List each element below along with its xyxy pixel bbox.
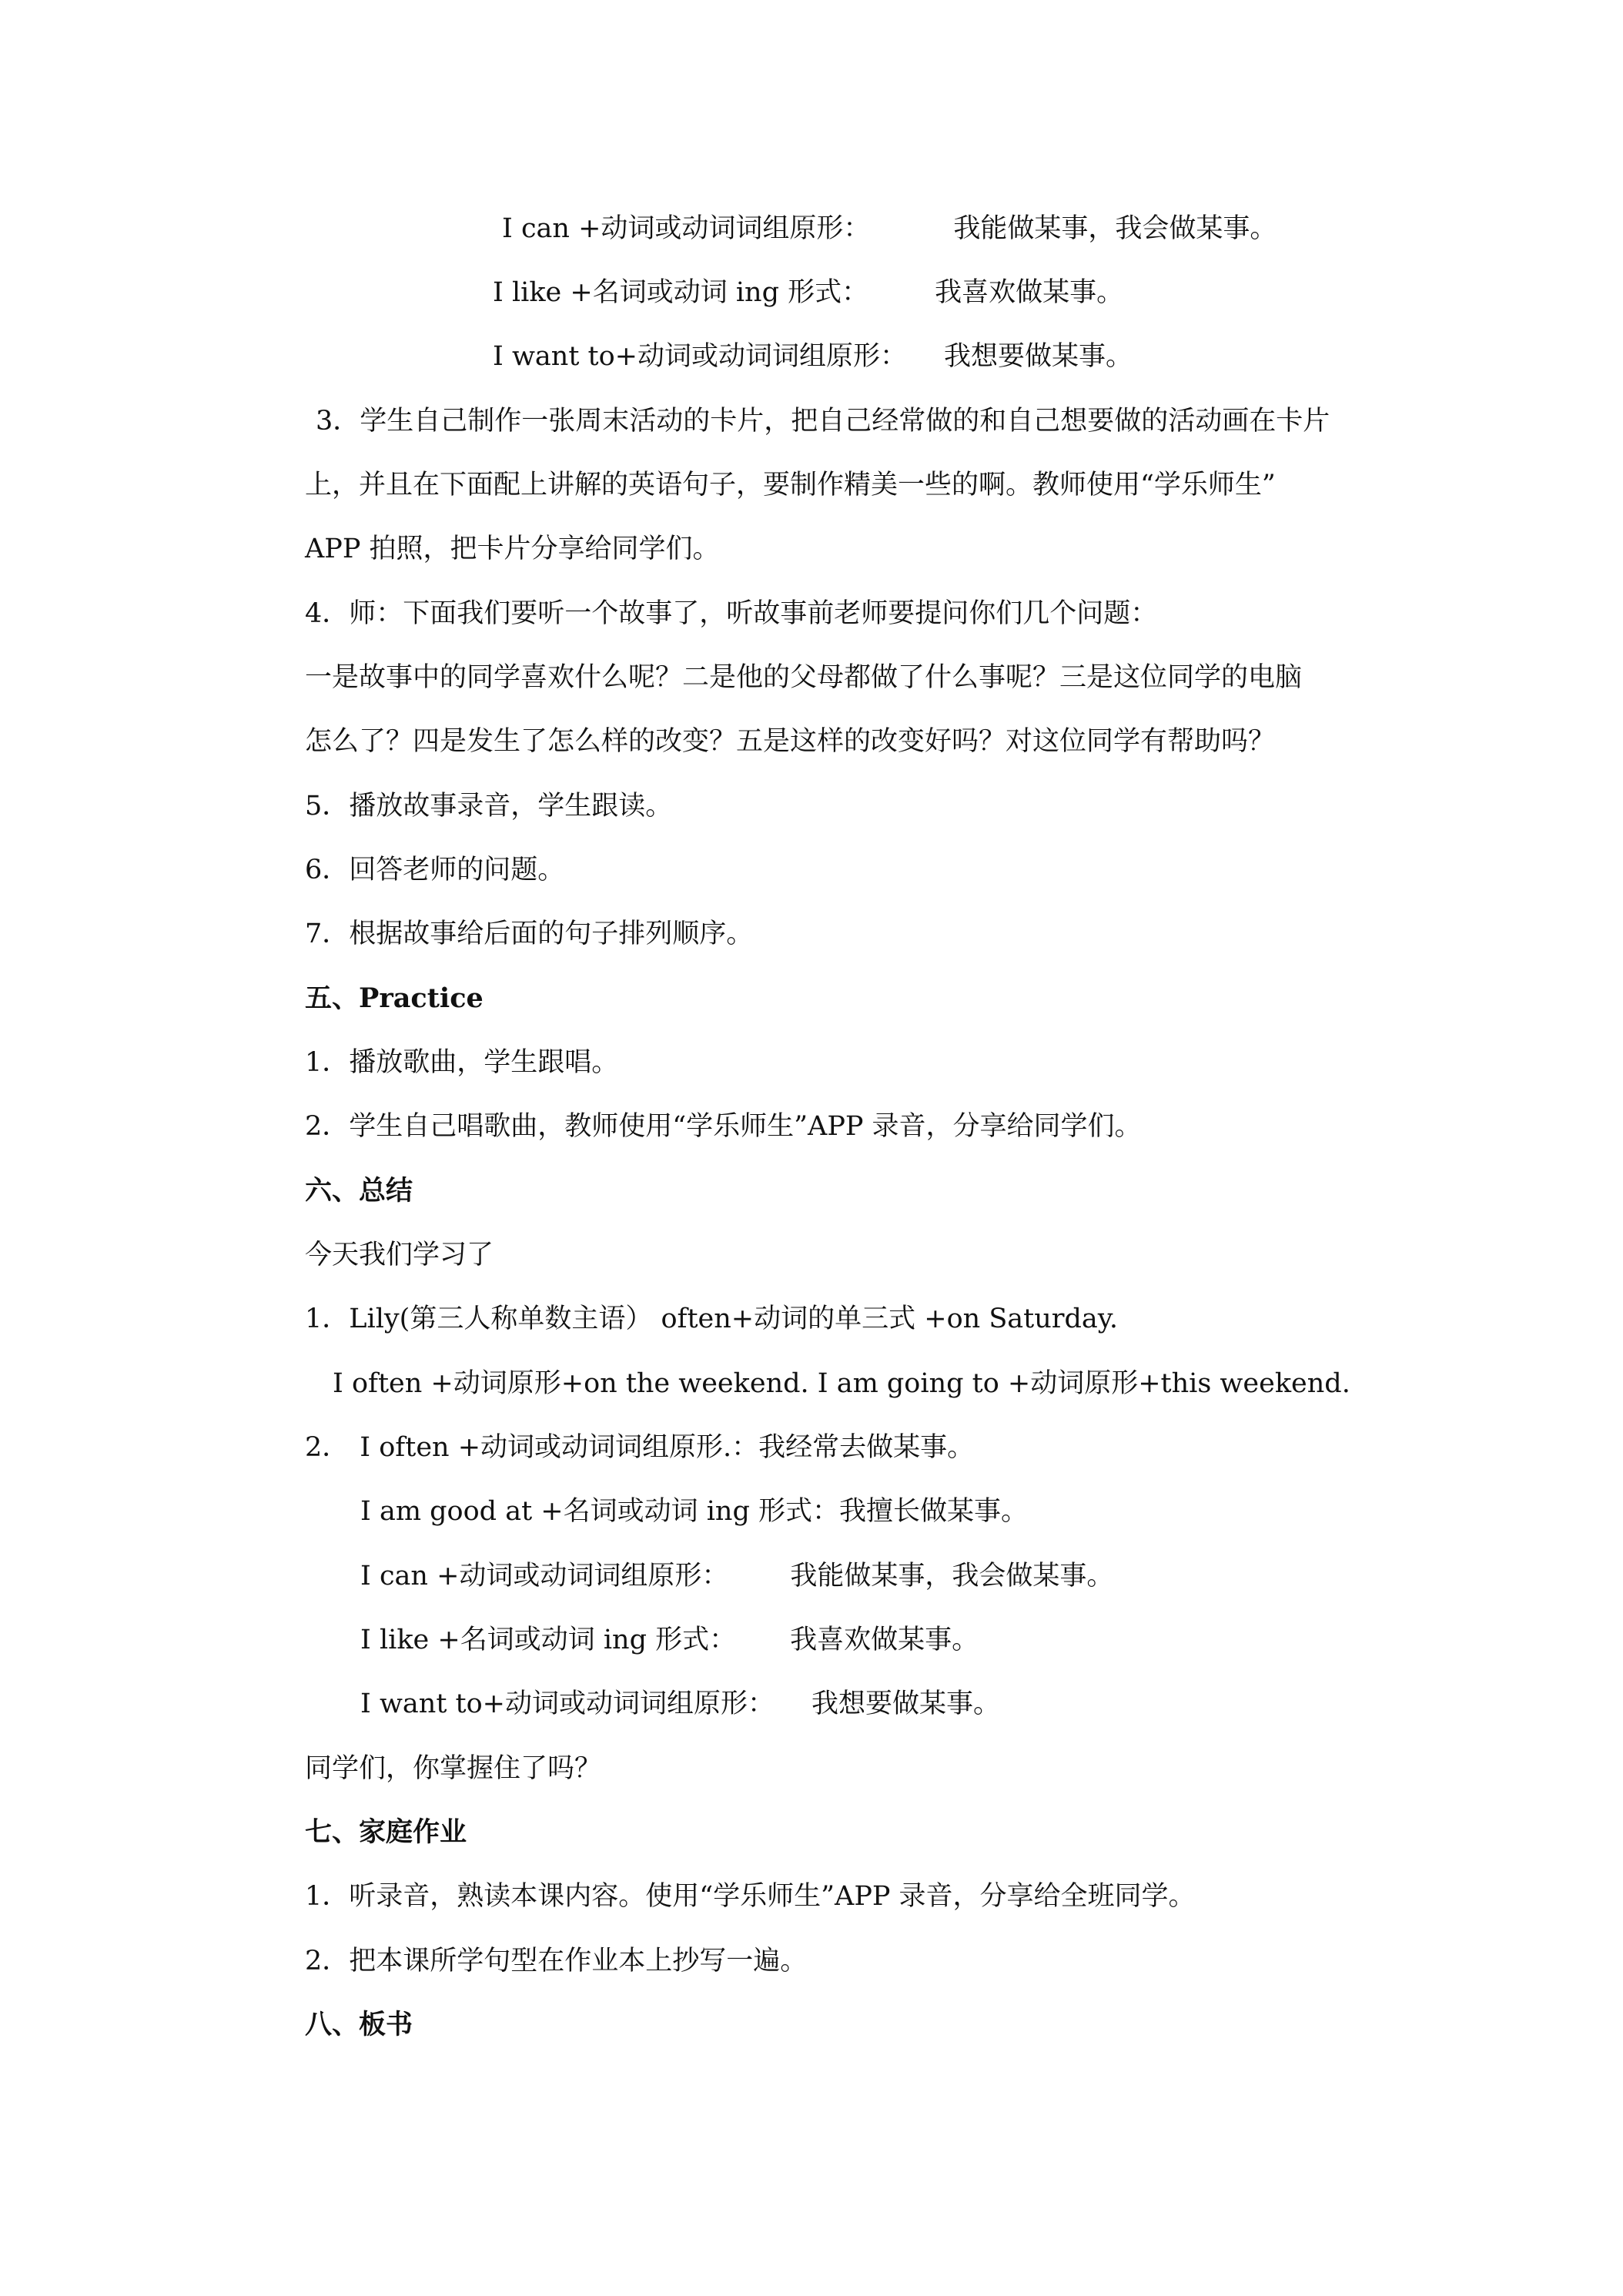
- summary-item-2: [305, 1428, 974, 1467]
- pattern-text: I often +动词或动词词组原形.：我经常去做某事。: [360, 1432, 975, 1463]
- practice-item-1: 1．播放歌曲，学生跟唱。: [305, 1047, 619, 1078]
- pattern-text: I can +动词或动词词组原形：: [360, 1561, 729, 1591]
- summary-closing: 同学们，你掌握住了吗？: [305, 1753, 602, 1784]
- pattern-text: I want to+动词或动词词组原形：: [360, 1689, 775, 1719]
- step5: 5．播放故事录音，学生跟读。: [305, 791, 673, 822]
- homework-item-2: 2．把本课所学句型在作业本上抄写一遍。: [305, 1946, 808, 1976]
- meaning-text: 我能做某事，我会做某事。: [790, 1561, 1114, 1591]
- summary-pattern-can: [360, 1557, 1113, 1595]
- step3-line-1: 3．学生自己制作一张周末活动的卡片，把自己经常做的和自己想要做的活动画在卡片: [316, 406, 1330, 437]
- step4-line-2: 一是故事中的同学喜欢什么呢？二是他的父母都做了什么事呢？三是这位同学的电脑: [305, 662, 1303, 693]
- meaning-text: 我喜欢做某事。: [790, 1625, 979, 1655]
- homework-item-1: 1．听录音，熟读本课内容。使用“学乐师生”APP 录音，分享给全班同学。: [305, 1881, 1196, 1912]
- practice-heading: 五、Practice: [305, 982, 484, 1014]
- meaning-text: 我喜欢做某事。: [935, 277, 1124, 308]
- step3-line-3: APP 拍照，把卡片分享给同学们。: [305, 534, 720, 564]
- pattern-text: I can +动词或动词词组原形：: [502, 213, 871, 244]
- meaning-text: 我能做某事，我会做某事。: [953, 213, 1277, 244]
- summary-pattern-like: [360, 1621, 979, 1659]
- summary-pattern-want: [360, 1685, 1000, 1723]
- intro-pattern-like: [493, 273, 1123, 312]
- pattern-text: I like +名词或动词 ing 形式：: [493, 277, 869, 308]
- meaning-text: 我想要做某事。: [943, 341, 1133, 372]
- step4-line-3: 怎么了？四是发生了怎么样的改变？五是这样的改变好吗？对这位同学有帮助吗？: [305, 726, 1276, 757]
- intro-pattern-can: [502, 209, 1277, 248]
- summary-item-1-continued: I often +动词原形+on the weekend. I am going to +动词原形+this weekend.: [333, 1368, 1350, 1399]
- step3-line-2: 上，并且在下面配上讲解的英语句子，要制作精美一些的啊。教师使用“学乐师生”: [305, 470, 1276, 500]
- meaning-text: 我想要做某事。: [811, 1689, 1000, 1719]
- step4-line-1: 4．师：下面我们要听一个故事了，听故事前老师要提问你们几个问题：: [305, 598, 1158, 629]
- step6: 6．回答老师的问题。: [305, 855, 565, 885]
- summary-heading: 六、总结: [305, 1175, 413, 1207]
- summary-pattern-good-at: I am good at +名词或动词 ing 形式：我擅长做某事。: [360, 1496, 1028, 1527]
- practice-item-2: 2．学生自己唱歌曲，教师使用“学乐师生”APP 录音，分享给同学们。: [305, 1111, 1142, 1142]
- board-heading: 八、板书: [305, 2009, 413, 2040]
- homework-heading: 七、家庭作业: [305, 1816, 467, 1848]
- summary-intro: 今天我们学习了: [305, 1240, 494, 1270]
- pattern-text: I like +名词或动词 ing 形式：: [360, 1625, 737, 1655]
- item-number: 2．: [305, 1432, 350, 1463]
- pattern-text: I want to+动词或动词词组原形：: [493, 341, 907, 372]
- intro-pattern-want: [493, 337, 1133, 376]
- step7: 7．根据故事给后面的句子排列顺序。: [305, 919, 754, 949]
- summary-item-1: 1．Lily(第三人称单数主语） often+动词的单三式 +on Saturday.: [305, 1304, 1119, 1334]
